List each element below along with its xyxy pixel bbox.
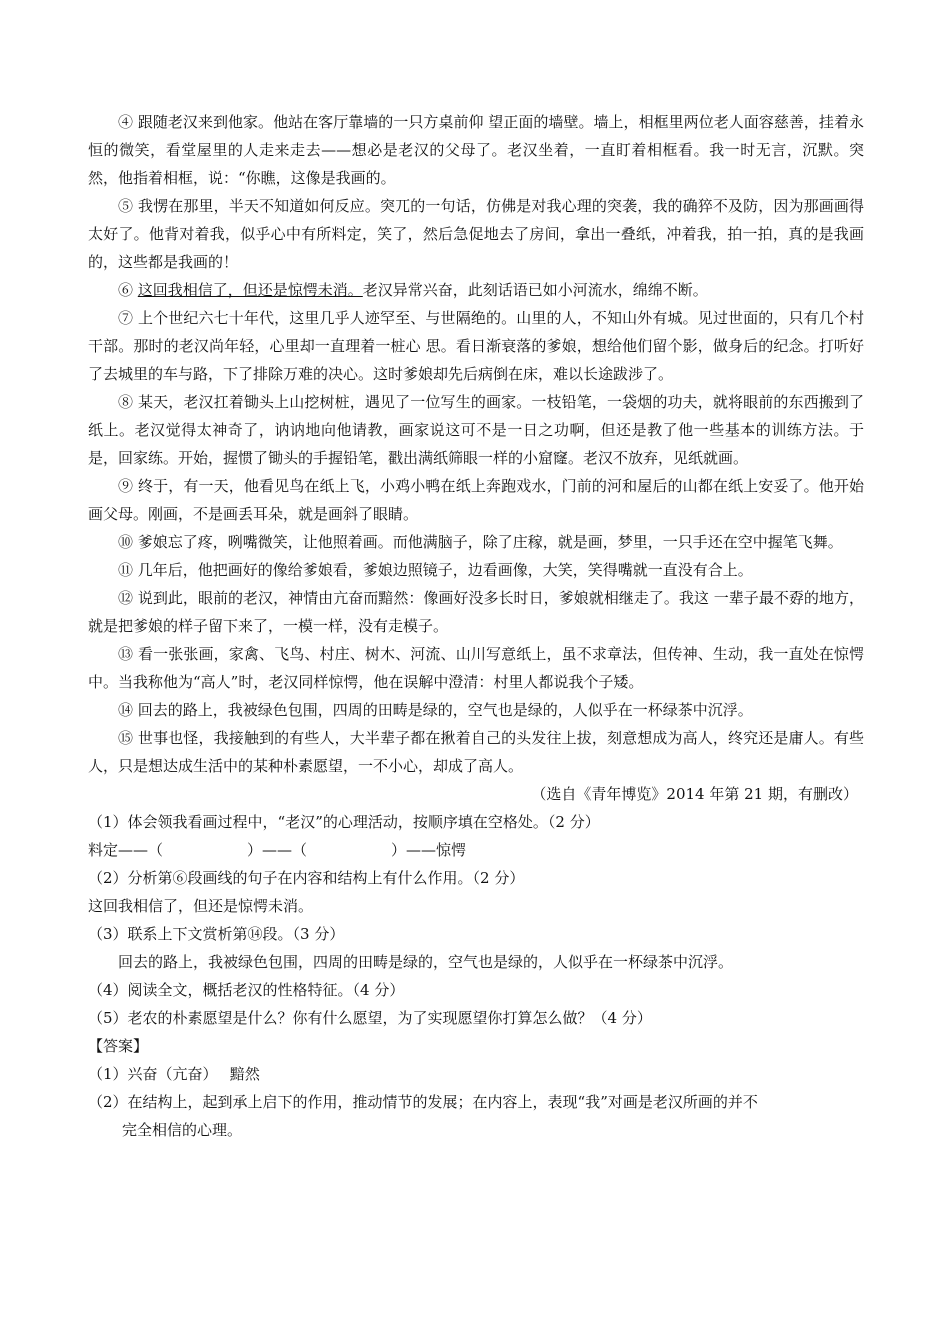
question-5: （5）老农的朴素愿望是什么？你有什么愿望，为了实现愿望你打算怎么做？（4 分）: [88, 1009, 652, 1027]
paragraph-8: ⑧ 某天，老汉扛着锄头上山挖树桩，遇见了一位写生的画家。一枝铅笔，一袋烟的功夫，就将眼前的东西搬到了纸上。老汉觉得太神奇了，讷讷地向他请教，画家说这可不是一日之功啊，但还是教了他一些基本的训练方法。于是，回家练。开始，握惯了锄头的手握铅笔，戳出满纸筛眼一样的小窟窿。老汉不放弃，见纸就画。: [88, 393, 864, 467]
underlined-sentence: 这回我相信了，但还是惊愕未消。: [137, 281, 363, 299]
paragraph-6: [88, 276, 864, 304]
fill-start: 料定——（: [88, 841, 164, 859]
answer-2-continued: 完全相信的心理。: [122, 1121, 243, 1139]
question-4: （4）阅读全文，概括老汉的性格特征。（4 分）: [88, 981, 405, 999]
paragraph-7: ⑦ 上个世纪六七十年代，这里几乎人迹罕至、与世隔绝的。山里的人，不知山外有城。见过世面的，只有几个村干部。那时的老汉尚年轻，心里却一直理着一桩心 思。看日渐衰落的爹娘，想给他们留个影，做身后的纪念。打听好了去城里的车与路，下了排除万难的决心。这时爹娘却先后病倒在床，难以长途跋涉了。: [88, 309, 864, 383]
answer-1: （1）兴奋（亢奋） 黯然: [88, 1065, 260, 1083]
question-3: （3）联系上下文赏析第⑭段。（3 分）: [88, 925, 345, 943]
question-3-quote: 回去的路上，我被绿色包围，四周的田畴是绿的，空气也是绿的，人似乎在一杯绿茶中沉浮。: [118, 953, 734, 971]
paragraph-14: ⑭ 回去的路上，我被绿色包围，四周的田畴是绿的，空气也是绿的，人似乎在一杯绿茶中沉浮。: [118, 701, 753, 719]
paragraph-5: ⑤ 我愣在那里，半天不知道如何反应。突兀的一句话，仿佛是对我心理的突袭，我的确猝不及防，因为那画画得太好了。他背对着我，似乎心中有所料定，笑了，然后急促地去了房间，拿出一叠纸，冲着我，拍一拍，真的是我画的，这些都是我画的！: [88, 197, 864, 271]
question-2-quote: 这回我相信了，但还是惊愕未消。: [88, 897, 314, 915]
answer-2: （2）在结构上，起到承上启下的作用，推动情节的发展；在内容上，表现“我”对画是老汉所画的并不: [88, 1093, 758, 1111]
paragraph-9: ⑨ 终于，有一天，他看见鸟在纸上飞，小鸡小鸭在纸上奔跑戏水，门前的河和屋后的山都在纸上安妥了。他开始画父母。刚画，不是画丢耳朵，就是画斜了眼睛。: [88, 477, 864, 523]
document-page: [88, 108, 864, 1144]
paragraph-15: ⑮ 世事也怪，我接触到的有些人，大半辈子都在揪着自己的头发往上拔，刻意想成为高人，终究还是庸人。有些人，只是想达成生活中的某种朴素愿望，一不小心，却成了高人。: [88, 729, 864, 775]
paragraph-11: ⑪ 几年后，他把画好的像给爹娘看，爹娘边照镜子，边看画像，大笑，笑得嘴就一直没有合上。: [118, 561, 753, 579]
fill-middle: ）——（: [247, 841, 308, 859]
paragraph-6-rest: 老汉异常兴奋，此刻话语已如小河流水，绵绵不断。: [362, 281, 708, 299]
question-1-fill: [88, 836, 864, 864]
paragraph-6-number: ⑥: [118, 281, 138, 299]
paragraph-10: ⑩ 爹娘忘了疼，咧嘴微笑，让他照着画。而他满脑子，除了庄稼，就是画，梦里，一只手还在空中握笔飞舞。: [118, 533, 843, 551]
question-2: （2）分析第⑥段画线的句子在内容和结构上有什么作用。（2 分）: [88, 869, 525, 887]
paragraph-13: ⑬ 看一张张画，家禽、飞鸟、村庄、树木、河流、山川写意纸上，虽不求章法，但传神、生动，我一直处在惊愕中。当我称他为“高人”时，老汉同样惊愕，他在误解中澄清：村里人都说我个子矮。: [88, 645, 864, 691]
paragraph-4: ④ 跟随老汉来到他家。他站在客厅靠墙的一只方桌前仰 望正面的墙壁。墙上，相框里两位老人面容慈善，挂着永恒的微笑，看堂屋里的人走来走去——想必是老汉的父母了。老汉坐着，一直盯着相框看。我一时无言，沉默。突然，他指着相框，说：“你瞧，这像是我画的。: [88, 113, 864, 187]
source-citation: （选自《青年博览》2014 年第 21 期，有删改）: [531, 785, 858, 803]
question-1: （1）体会领我看画过程中，“老汉”的心理活动，按顺序填在空格处。（2 分）: [88, 813, 600, 831]
paragraph-12: ⑫ 说到此，眼前的老汉，神情由亢奋而黯然：像画好没多长时日，爹娘就相继走了。我这 一辈子最不孬的地方，就是把爹娘的样子留下来了，一模一样，没有走模子。: [88, 589, 864, 635]
fill-end: ）——惊愕: [391, 841, 467, 859]
answer-header: 【答案】: [88, 1037, 149, 1055]
